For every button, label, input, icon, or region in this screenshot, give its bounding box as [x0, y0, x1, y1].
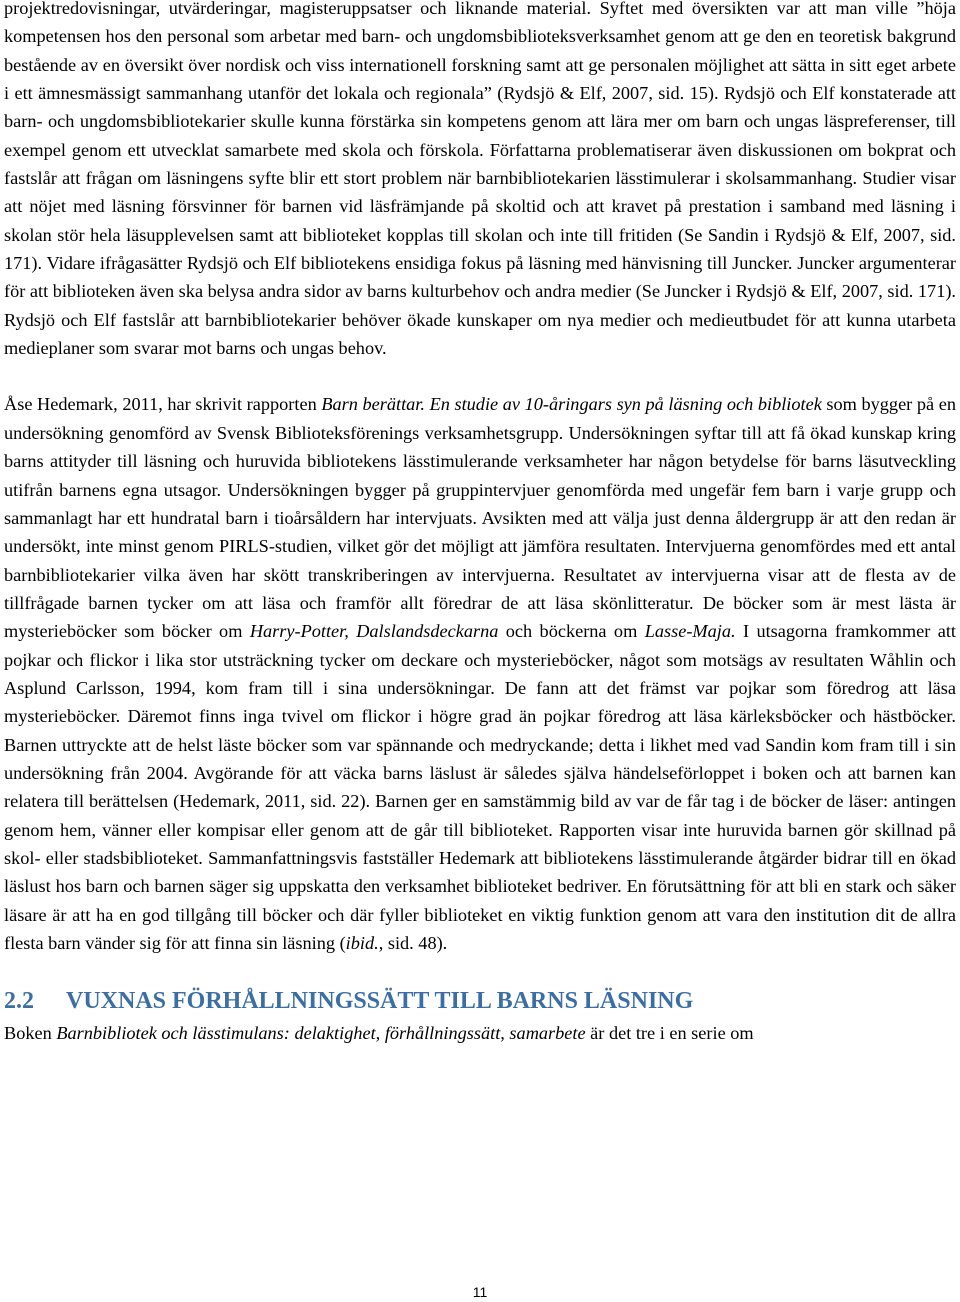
paragraph-text: Boken	[4, 1023, 57, 1044]
document-page	[4, 0, 956, 1048]
ibid-reference: ibid.	[345, 933, 379, 953]
paragraph-text: och böckerna om	[498, 621, 645, 642]
page-number: 11	[472, 1284, 488, 1300]
section-heading	[4, 987, 956, 1015]
section-number: 2.2	[4, 988, 34, 1015]
book-title: Barnbibliotek och lässtimulans: delaktighet, förhållningssätt, samarbete	[56, 1023, 586, 1044]
paragraph-text: projektredovisningar, utvärderingar, magisteruppsatser och liknande material. Syftet med översikten var att man ville ”höja kompetensen hos den personal som arbetar med barn- och ungdomsbiblioteksverksamhet genom att ge den en teoretisk bakgrund bestående av en översikt över nordisk och viss internationell forskning samt att ge personalen möjlighet att sätta in sitt eget arbete i ett ämnesmässigt sammanhang utanför det lokala och regionala” (Rydsjö & Elf, 2007, sid. 15). Rydsjö och Elf konstaterade att barn- och ungdomsbibliotekarier skulle kunna förstärka sin kompetens genom att lära mer om barn och ungas läspreferenser, till exempel genom ett utvecklat samarbete med skola och förskola. Författarna problematiserar även diskussionen om bokprat och fastslår att frågan om läsningens syfte blir ett stort problem när barnbibliotekarien lässtimulerar i skolsammanhang. Studier visar att nöjet med läsning försvinner för barnen vid läsfrämjande på skoltid och att kravet på prestation i samband med läsning i skolan stör hela läsupplevelsen samt att biblioteket kopplas till skolan och inte till fritiden (Se Sandin i Rydsjö & Elf, 2007, sid. 171). Vidare ifrågasätter Rydsjö och Elf bibliotekens ensidiga fokus på läsning med hänvisning till Juncker. Juncker argumenterar för att biblioteken även ska belysa andra sidor av barns kulturbehov och andra medier (Se Juncker i Rydsjö & Elf, 2007, sid. 171). Rydsjö och Elf fastslår att barnbibliotekarier behöver ökade kunskaper om nya medier och medieutbudet för att kunna utarbeta medieplaner som svarar mot barns och ungas behov.	[4, 0, 956, 359]
paragraph-barnbibliotek-book	[4, 1019, 956, 1047]
paragraph-review-rydsjo-elf	[4, 0, 956, 362]
paragraph-hedemark-report	[4, 390, 956, 957]
report-title: Barn berättar. En studie av 10-åringars syn på läsning och bibliotek	[321, 394, 822, 415]
book-title: Lasse-Maja.	[644, 621, 736, 642]
paragraph-text: , sid. 48).	[378, 933, 448, 953]
section-title: VUXNAS FÖRHÅLLNINGSSÄTT TILL BARNS LÄSNING	[66, 988, 694, 1015]
book-titles: Harry-Potter, Dalslandsdeckarna	[249, 621, 499, 642]
paragraph-text: som bygger på en undersökning genomförd av Svensk Biblioteksförenings verksamhetsgrupp. Undersökningen syftar till att få ökad kunskap kring barns attityder till läsning och huruvida bibliotekens lässtimulerande verksamheter har någon betydelse för barns läsutveckling utifrån barnens egna utsagor. Undersökningen bygger på gruppintervjuer genomförda med ungefär fem barn i varje grupp och sammanlagt har ett hundratal barn i tioårsåldern har intervjuats. Avsikten med att välja just denna åldergrupp är att den redan är undersökt, inte minst genom PIRLS-studien, vilket gör det möjligt att jämföra resultaten. Intervjuerna genomfördes med ett antal barnbibliotekarier vilka även har skött transkriberingen av intervjuerna. Resultatet av intervjuerna visar att de flesta av de tillfrågade barnen tycker om att läsa och framför allt föredrar de att läsa skönlitteratur. De böcker som är mest lästa är mysterieböcker som böcker om	[4, 394, 956, 642]
paragraph-text: är det tre i en serie om	[585, 1023, 754, 1044]
paragraph-text: I utsagorna framkommer att pojkar och flickor i lika stor utsträckning tycker om deckare och mysterieböcker, något som motsägs av resultaten Wåhlin och Asplund Carlsson, 1994, kom fram till i sina undersökningar. De fann att det främst var pojkar som föredrog att läsa mysterieböcker. Däremot finns inga tvivel om flickor i högre grad än pojkar föredrog att läsa kärleksböcker och hästböcker. Barnen uttryckte att de helst läste böcker som var spännande och medryckande; detta i likhet med vad Sandin kom fram till i sin undersökning från 2004. Avgörande för att väcka barns läslust är således själva händelseförloppet i boken och att barnen kan relatera till berättelsen (Hedemark, 2011, sid. 22). Barnen ger en samstämmig bild av var de får tag i de böcker de läser: antingen genom hem, vänner eller kompisar eller genom att de går till biblioteket. Rapporten visar inte huruvida barnen gör skillnad på skol- eller stadsbiblioteket. Sammanfattningsvis fastställer Hedemark att bibliotekens lässtimulerande åtgärder bidrar till en ökad läslust hos barn och barnen säger sig uppskatta den verksamhet biblioteket bedriver. En förutsättning för att bli en stark och säker läsare är att ha en god tillgång till böcker och där fyller biblioteket en viktig funktion genom att vara den institution dit de allra flesta barn vänder sig för att finna sin läsning (	[4, 621, 956, 953]
paragraph-text: Åse Hedemark, 2011, har skrivit rapporten	[4, 394, 322, 415]
